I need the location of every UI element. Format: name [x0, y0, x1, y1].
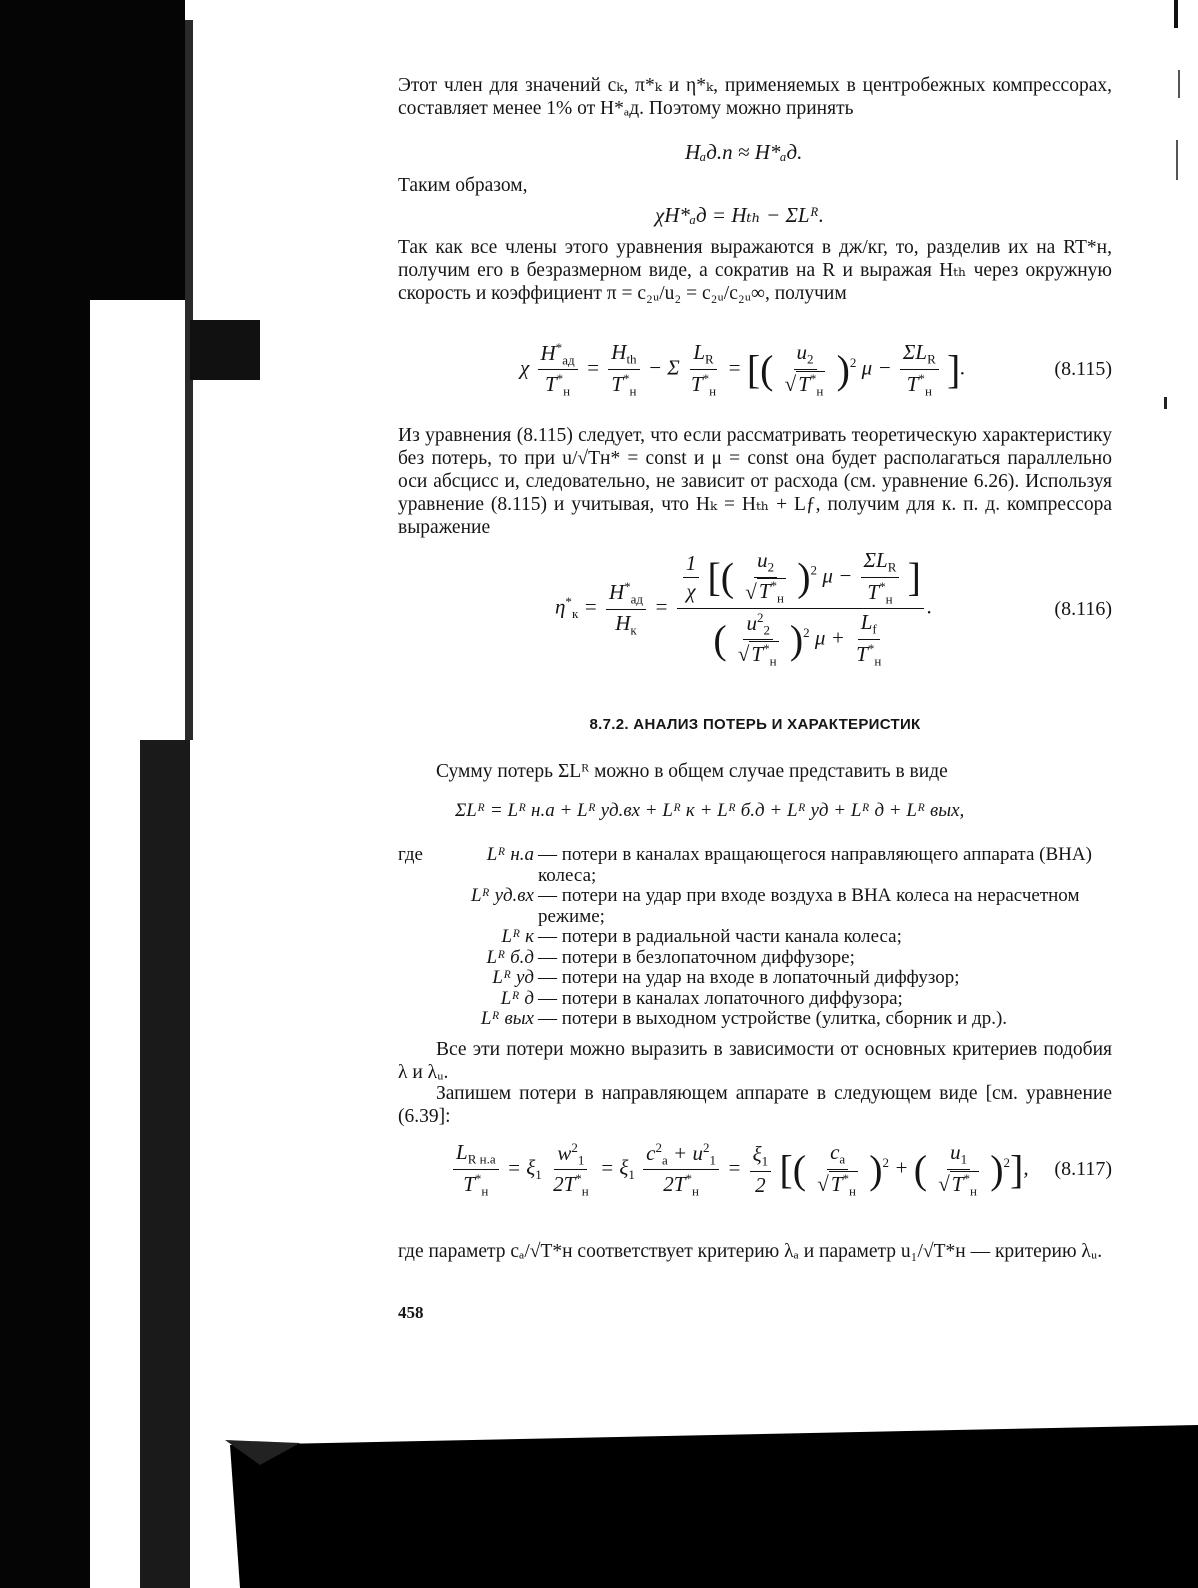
paragraph-write-losses: Запишем потери в направляющем аппарате в следующем виде [см. уравнение (6.39]: [398, 1083, 1112, 1127]
definition-row [398, 927, 1112, 948]
definition-text: — потери в радиальной части канала колеса; [538, 926, 902, 947]
section-heading: 8.7.2. АНАЛИЗ ПОТЕРЬ И ХАРАКТЕРИСТИК [589, 716, 921, 733]
paragraph-parameter: где параметр cₐ/√T*н соответствует критерию λₐ и параметр u₁/√T*н — критерию λᵤ. [398, 1241, 1103, 1262]
equation-chi: χH*ₐд = Hₜₕ − ΣLᴿ. [655, 203, 824, 227]
equation-number-8-116: (8.116) [1054, 598, 1112, 620]
definition-text: — потери в каналах лопаточного диффузора; [538, 987, 903, 1009]
definition-row [398, 948, 1112, 969]
equation-8-115: χ $\frac{H^*_{ад}}{T^*_н}$ = $\frac{H_{th}}{T^*_н}$ − Σ $\frac{L_R}{T^*_н}$ = [( $\frac{u_2}{√T^*_н}$ )$^2$ μ − $\frac{\Sigma L_R}{T^*_н}$ ]. [520, 340, 966, 399]
scan-marks-right [1138, 0, 1198, 1588]
scan-shadow-bottom [0, 1425, 1198, 1588]
definition-symbol: Lᴿ б.д [486, 946, 534, 968]
paragraph-from-equation: Из уравнения (8.115) следует, что если рассматривать теоретическую характеристику без потерь, то при u/√Tн* = const и μ = const она будет располагаться параллельно оси абсцисс и, следовательно, не зависит от расхода (см. уравнение 6.26). Используя уравнение (8.115) и учитывая, что Hₖ = Hₜₕ + Lƒ, получим для к. п. д. компрессора выражение [398, 425, 1112, 538]
paragraph-intro: Этот член для значений cₖ, π*ₖ и η*ₖ, применяемых в центробежных компрессорах, составляет менее 1% от H*ₐд. Поэтому можно принять [398, 75, 1112, 119]
definition-text: — потери на удар на входе в лопаточный диффузор; [538, 967, 960, 988]
paragraph-thus: Таким образом, [398, 175, 528, 196]
definition-symbol: Lᴿ д [500, 987, 534, 1009]
definition-symbol: Lᴿ к [501, 926, 534, 947]
definition-text: — потери на удар при входе воздуха в ВНА колеса на нерасчетном режиме; [538, 885, 1080, 927]
definition-symbol: Lᴿ уд [492, 967, 534, 988]
definition-row [398, 886, 1112, 927]
definition-row [398, 1009, 1112, 1030]
definition-text: — потери в выходном устройстве (улитка, сборник и др.). [538, 1008, 1008, 1029]
definition-text: — потери в безлопаточном диффузоре; [538, 946, 855, 968]
paragraph-sum: Сумму потерь ΣLᴿ можно в общем случае представить в виде [436, 761, 948, 782]
equation-approx: Hₐд.п ≈ H*ₐд. [685, 140, 803, 164]
equation-number-8-117: (8.117) [1054, 1158, 1112, 1180]
definitions-list [398, 845, 1112, 1030]
equation-sum-losses: ΣLᴿ = Lᴿ н.а + Lᴿ уд.вх + Lᴿ к + Lᴿ б.д + Lᴿ уд + Lᴿ д + Lᴿ вых, [455, 800, 965, 821]
definition-row [398, 968, 1112, 989]
definition-symbol: Lᴿ н.а [486, 844, 534, 865]
equation-8-116: $\eta^*_к$ = $\frac{H^*_{ад}}{H_к}$ = $\frac{1}{\chi}$ [( $\frac{u_2}{√T^*_н}$ )$^2$ μ − $\frac{\Sigma L_R}{T^*_н}$ ] ( $\frac{u^2_2}{√T^*_н}$ )$^2$ μ + $\frac{L_f}{T^*_н}$ . [555, 548, 933, 669]
page-number: 458 [398, 1303, 424, 1322]
equation-8-117: $\frac{L_{R н.а}}{T^*_н}$ = $\xi_1$ $\frac{w^2_1}{2T^*_н}$ = $\xi_1$ $\frac{c^2_a + u^2_1}{2T^*_н}$ = $\frac{\xi_1}{2}$ [( $\frac{c_a}{√T^*_н}$ )$^2$ + ( $\frac{u_1}{√T^*_н}$ )$^2$], [450, 1140, 1029, 1200]
definition-symbol: Lᴿ вых [480, 1008, 534, 1029]
equation-number-8-115: (8.115) [1054, 358, 1112, 380]
scan-shadow-left [0, 0, 200, 1588]
definition-text: — потери в каналах вращающегося направляющего аппарата (ВНА) колеса; [538, 844, 1092, 886]
definition-row [398, 989, 1112, 1010]
paragraph-since: Так как все члены этого уравнения выражаются в дж/кг, то, разделив их на RT*н, получим его в безразмерном виде, а сократив на R и выражая Hₜₕ через окружную скорость и коэффициент π = c₂ᵤ/u₂ = c₂ᵤ/c₂ᵤ∞, получим [398, 237, 1112, 304]
paragraph-all-losses: Все эти потери можно выразить в зависимости от основных критериев подобия λ и λᵤ. [398, 1039, 1112, 1083]
where-label: где [398, 844, 423, 865]
definition-row [398, 845, 1112, 886]
definition-symbol: Lᴿ уд.вх [470, 885, 534, 906]
